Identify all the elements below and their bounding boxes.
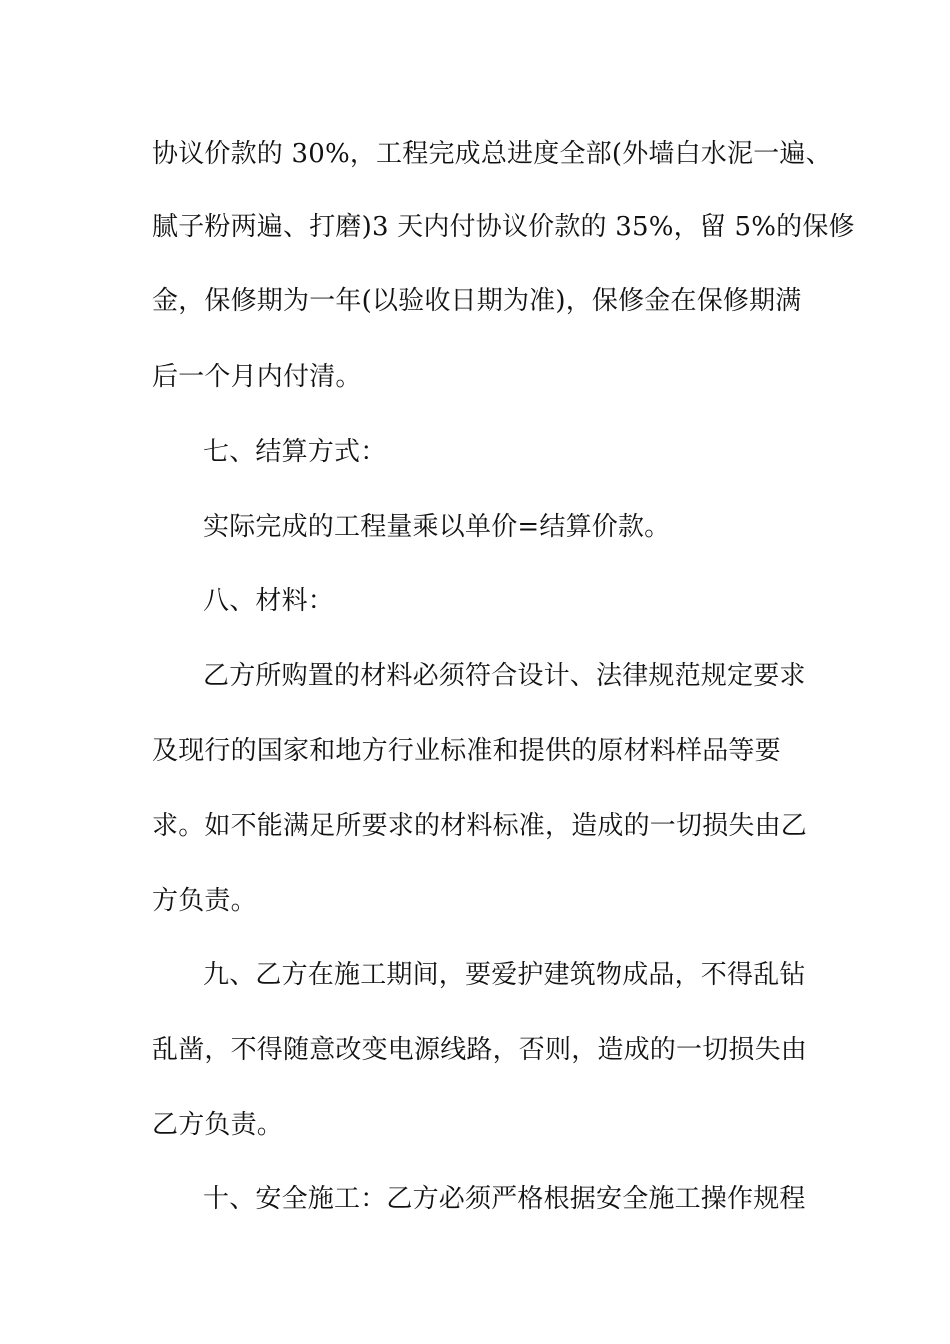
text-line: 乱凿，不得随意改变电源线路，否则，造成的一切损失由 [152,1035,808,1065]
text-line: 乙方所购置的材料必须符合设计、法律规范规定要求 [203,661,806,691]
text-line: 乙方负责。 [152,1110,284,1140]
text-line: 及现行的国家和地方行业标准和提供的原材料样品等要 [152,736,781,766]
text-line: 十、安全施工：乙方必须严格根据安全施工操作规程 [203,1184,806,1214]
text-line: 后一个月内付清。 [152,362,362,392]
text-line: 腻子粉两遍、打磨)3 天内付协议价款的 35%，留 5%的保修 [152,212,855,242]
text-line: 求。如不能满足所要求的材料标准，造成的一切损失由乙 [152,811,808,841]
section-heading: 八、材料： [203,586,335,616]
text-line: 实际完成的工程量乘以单价=结算价款。 [203,512,671,542]
text-line: 金，保修期为一年(以验收日期为准)，保修金在保修期满 [152,286,802,316]
text-line: 协议价款的 30%，工程完成总进度全部(外墙白水泥一遍、 [152,139,832,169]
section-heading: 七、结算方式： [203,437,387,467]
text-line: 方负责。 [152,886,257,916]
text-line: 九、乙方在施工期间，要爱护建筑物成品，不得乱钻 [203,960,806,990]
